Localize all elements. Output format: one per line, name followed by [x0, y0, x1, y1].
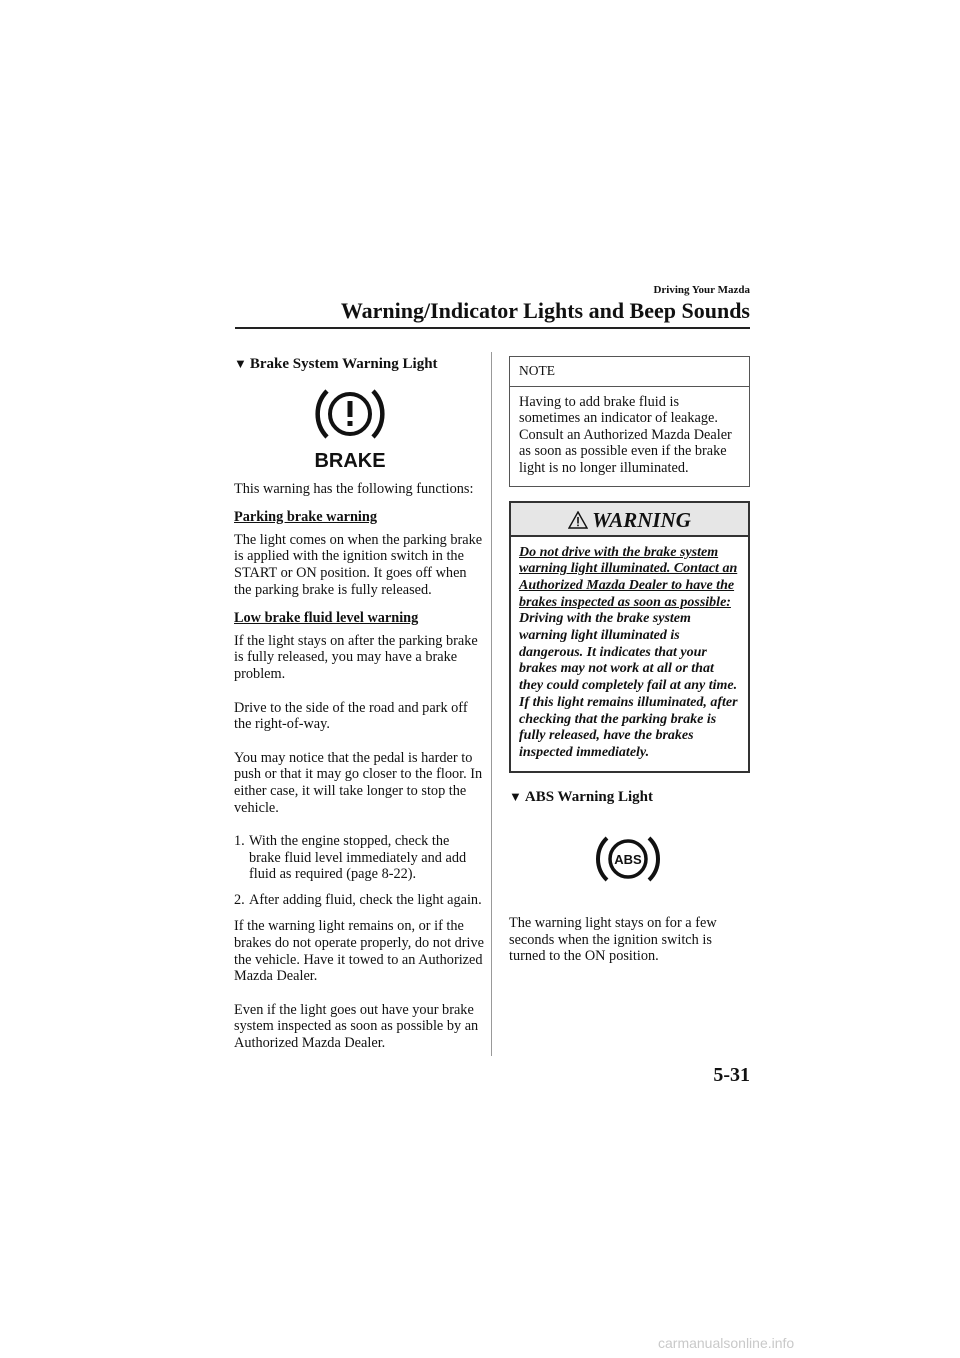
pedal-notice-text: You may notice that the pedal is harder to push or that it may go closer to the floor. In either case, it will take longer to stop the vehicle.: [234, 749, 483, 816]
list-item: [234, 833, 484, 883]
parking-brake-warning-title: Parking brake warning: [234, 509, 377, 526]
steps-list: [234, 833, 484, 908]
warning-text: Driving with the brake system warning light illuminated is dangerous. It indicates that your brakes may not work at all or that they could completely fail at any time. If this light remains illuminated, after checking that the parking brake is fully released, have the brakes inspected immediately.: [519, 611, 738, 760]
abs-warning-icon: [593, 833, 663, 885]
note-text: Having to add brake fluid is sometimes an indicator of leakage. Consult an Authorized Mazda Dealer as soon as possible even if the brake light is no longer illuminated.: [519, 393, 732, 476]
parking-brake-warning-text: The light comes on when the parking brake is applied with the ignition switch in the START or ON position. It goes off when the parking brake is fully released.: [234, 531, 483, 598]
warning-box: [509, 501, 750, 773]
note-box: [509, 356, 750, 487]
intro-text: This warning has the following functions:: [234, 480, 474, 497]
step-text: With the engine stopped, check the brake fluid level immediately and add fluid as required (page 8-22).: [249, 833, 467, 883]
list-item: [234, 892, 484, 909]
step-number: 1.: [234, 833, 245, 850]
warning-title-text: WARNING: [592, 507, 691, 532]
triangle-bullet-icon: ▼: [234, 356, 247, 371]
brake-section-heading: [234, 356, 484, 373]
watermark: carmanualsonline.info: [658, 1335, 795, 1351]
warning-title: [511, 503, 748, 537]
triangle-bullet-icon: ▼: [509, 788, 522, 804]
step-text: After adding fluid, check the light again.: [249, 891, 482, 908]
abs-section-heading: [509, 789, 750, 806]
section-kicker: Driving Your Mazda: [653, 284, 750, 296]
column-divider: [491, 352, 492, 1056]
warning-triangle-icon: [568, 511, 588, 529]
step-number: 2.: [234, 891, 245, 908]
note-title: NOTE: [510, 357, 749, 387]
low-fluid-warning-text: If the light stays on after the parking brake is fully released, you may have a brake problem.: [234, 632, 478, 682]
abs-heading-text: ABS Warning Light: [524, 788, 653, 805]
drive-aside-text: Drive to the side of the road and park off the right-of-way.: [234, 699, 468, 733]
left-column: [234, 356, 484, 1064]
remains-on-text: If the warning light remains on, or if the brakes do not operate properly, do not drive the vehicle. Have it towed to an Authorized Mazda Dealer.: [234, 918, 484, 985]
chapter-title: Warning/Indicator Lights and Beep Sounds: [340, 298, 750, 323]
goes-out-text: Even if the light goes out have your brake system inspected as soon as possible by an Authorized Mazda Dealer.: [234, 1001, 479, 1052]
page-number: 5-31: [713, 1064, 750, 1086]
warning-lead: Do not drive with the brake system warning light illuminated. Contact an Authorized Mazda Dealer to have the brakes inspected as soon as possible:: [519, 544, 738, 610]
brake-heading-text: Brake System Warning Light: [249, 356, 438, 372]
abs-icon-label: ABS: [614, 852, 642, 868]
right-column: [509, 356, 750, 977]
low-fluid-warning-title: Low brake fluid level warning: [234, 610, 419, 627]
warning-body: [511, 537, 748, 771]
brake-warning-icon: [310, 381, 410, 471]
abs-text: The warning light stays on for a few seconds when the ignition switch is turned to the ON position.: [509, 915, 717, 965]
header-rule: [235, 327, 750, 329]
brake-icon-label: BRAKE: [314, 449, 386, 471]
